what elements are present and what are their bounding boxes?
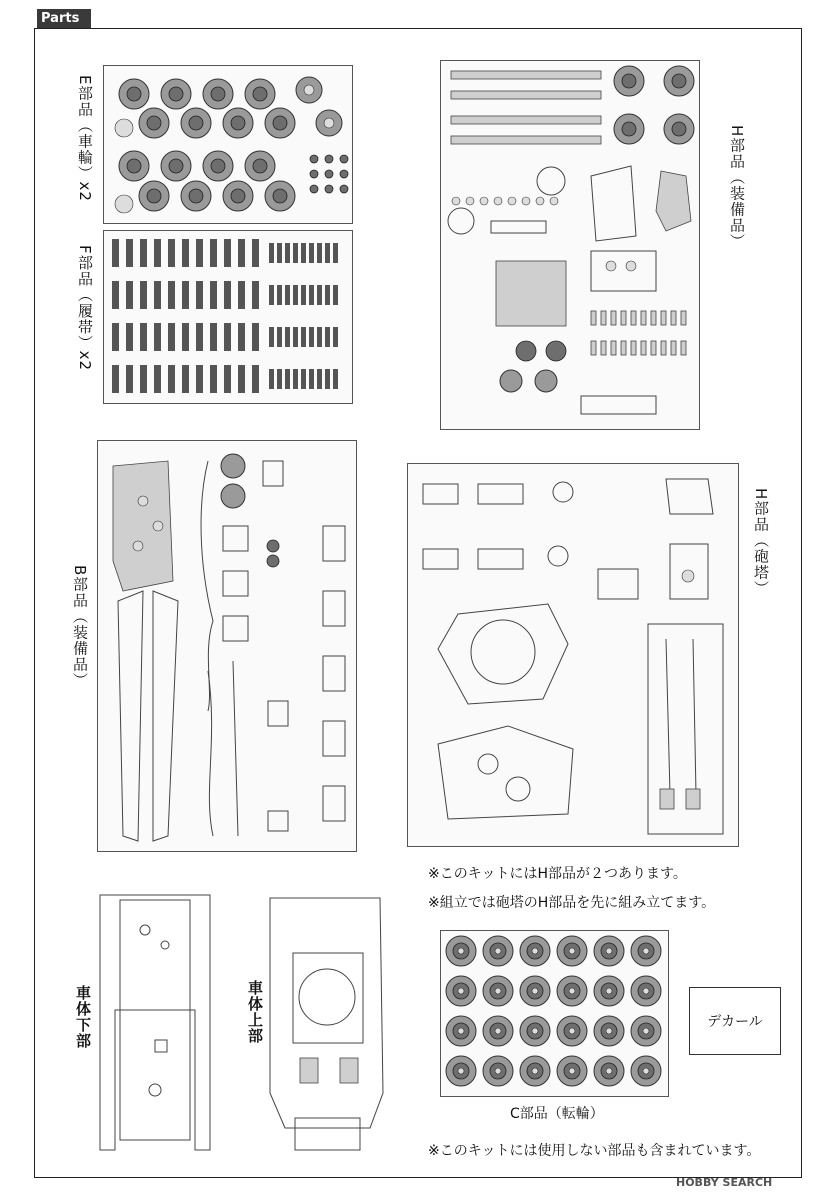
label-f-parts: F部品（履帯）x2 [76,245,94,372]
sprue-e-wheels [103,65,353,224]
label-c-parts: C部品（転輪） [510,1106,604,1122]
lower-hull-drawing [95,890,215,1155]
sprue-h-equipment-drawing [441,61,699,429]
sprue-c-road-wheels [440,930,669,1097]
sprue-h-turret-drawing [408,464,738,846]
label-b-parts: B部品（装備品） [71,565,89,689]
note-assemble-turret-first: ※組立では砲塔のH部品を先に組み立てます。 [428,895,716,911]
label-h-parts-turret: H部品（砲塔） [752,488,770,597]
sprue-h-equipment [440,60,700,430]
note-h-parts-two: ※このキットにはH部品が２つあります。 [428,866,687,882]
sprue-f-tracks [103,230,353,404]
sprue-f-drawing [104,231,352,403]
label-upper-hull: 車体上部 [246,980,264,1044]
sprue-b-equipment [97,440,357,852]
note-unused-parts: ※このキットには使用しない部品も含まれています。 [428,1143,761,1159]
label-lower-hull: 車体下部 [74,985,92,1049]
lower-hull-svg [95,890,215,1155]
watermark-text: HOBBY SEARCH [676,1176,773,1189]
sprue-h-turret [407,463,739,847]
sprue-b-drawing [98,441,356,851]
decal-box [689,987,781,1055]
upper-hull-svg [265,893,390,1155]
sprue-e-drawing [104,66,352,223]
decal-label: デカール [707,1014,763,1030]
watermark [676,1176,772,1189]
sprue-c-drawing [441,931,668,1096]
label-e-parts: E部品（車輪）x2 [76,75,94,202]
section-tag: Parts [37,9,91,28]
upper-hull-drawing [265,893,390,1155]
label-h-parts-equip: H部品（装備品） [728,125,746,250]
